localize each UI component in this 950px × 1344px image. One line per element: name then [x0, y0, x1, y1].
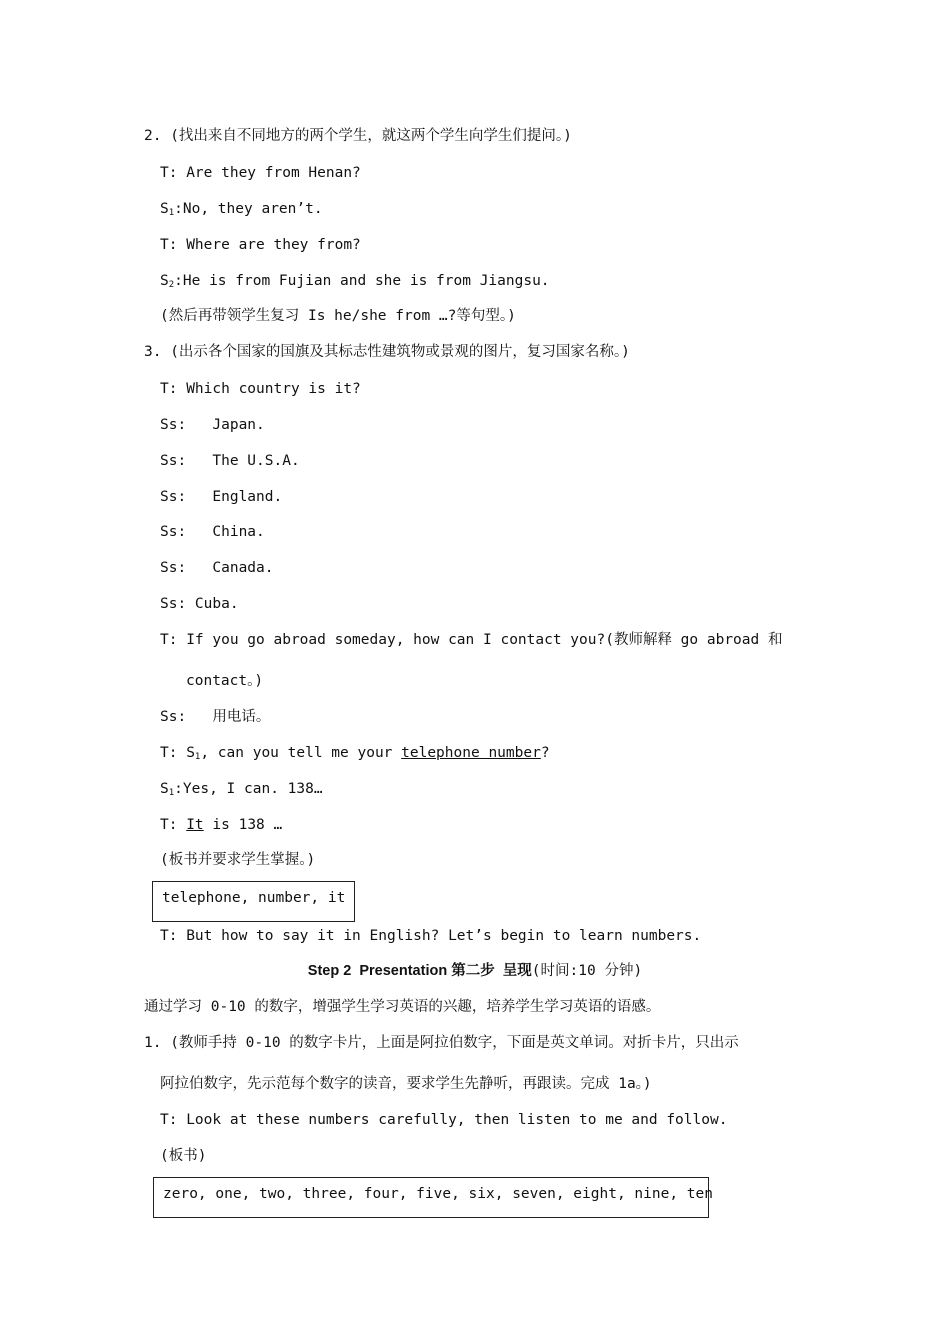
dialogue-line-continued: contact。) [186, 673, 264, 689]
board-box [152, 881, 355, 922]
underlined-term: telephone number [401, 745, 541, 761]
answer-line: Ss: China. [160, 524, 265, 540]
step-intro: 通过学习 0-10 的数字，增强学生学习英语的兴趣，培养学生学习英语的语感。 [144, 999, 661, 1015]
section-3-title: 3. (出示各个国家的国旗及其标志性建筑物或景观的图片，复习国家名称。) [144, 344, 630, 360]
board-words: zero, one, two, three, four, five, six, seven, eight, nine, ten [163, 1186, 713, 1202]
board-label: (板书) [160, 1148, 207, 1164]
dialogue-line: T: $S_1$, can you tell me your telephone number? [160, 745, 550, 762]
teacher-note: (然后再带领学生复习 Is he/she from …?等句型。) [160, 308, 516, 324]
board-box [153, 1177, 713, 1218]
dialogue-line: $S_1:Yes$, I can. 138… [160, 781, 323, 798]
dialogue-line: T: But how to say it in English? Let’s begin to learn numbers. [160, 928, 702, 944]
dialogue-line: T: Which country is it? [160, 381, 361, 397]
step-item-continued: 阿拉伯数字，先示范每个数字的读音，要求学生先静听，再跟读。完成 1a。) [160, 1076, 652, 1092]
answer-line: Ss: Canada. [160, 560, 274, 576]
dialogue-line: T: Are they from Henan? [160, 165, 361, 181]
answer-line: Ss: The U.S.A. [160, 453, 300, 469]
dialogue-line: T: Look at these numbers carefully, then listen to me and follow. [160, 1112, 728, 1128]
dialogue-line: T: It is 138 … [160, 817, 283, 833]
teacher-note: (板书并要求学生掌握。) [160, 852, 316, 868]
dialogue-line: $S_1:No$, they aren’t. [160, 201, 323, 218]
answer-line: Ss: 用电话。 [160, 709, 271, 725]
answer-line: Ss: Japan. [160, 417, 265, 433]
answer-line: Ss: England. [160, 489, 283, 505]
dialogue-line: $S_2:He$ is from Fujian and she is from Jiangsu. [160, 273, 550, 290]
underlined-term: It [186, 817, 204, 833]
dialogue-line: T: If you go abroad someday, how can I contact you?(教师解释 go abroad 和 [160, 632, 783, 648]
answer-line: Ss: Cuba. [160, 596, 239, 612]
step-item: 1. (教师手持 0-10 的数字卡片，上面是阿拉伯数字，下面是英文单词。对折卡片，只出示 [144, 1035, 739, 1051]
step-heading: Step 2 Presentation 第二步 呈现(时间:10 分钟) [307, 963, 643, 979]
dialogue-line: T: Where are they from? [160, 237, 361, 253]
board-words: telephone, number, it [162, 890, 346, 906]
section-2-title: 2. (找出来自不同地方的两个学生，就这两个学生向学生们提问。) [144, 128, 572, 144]
